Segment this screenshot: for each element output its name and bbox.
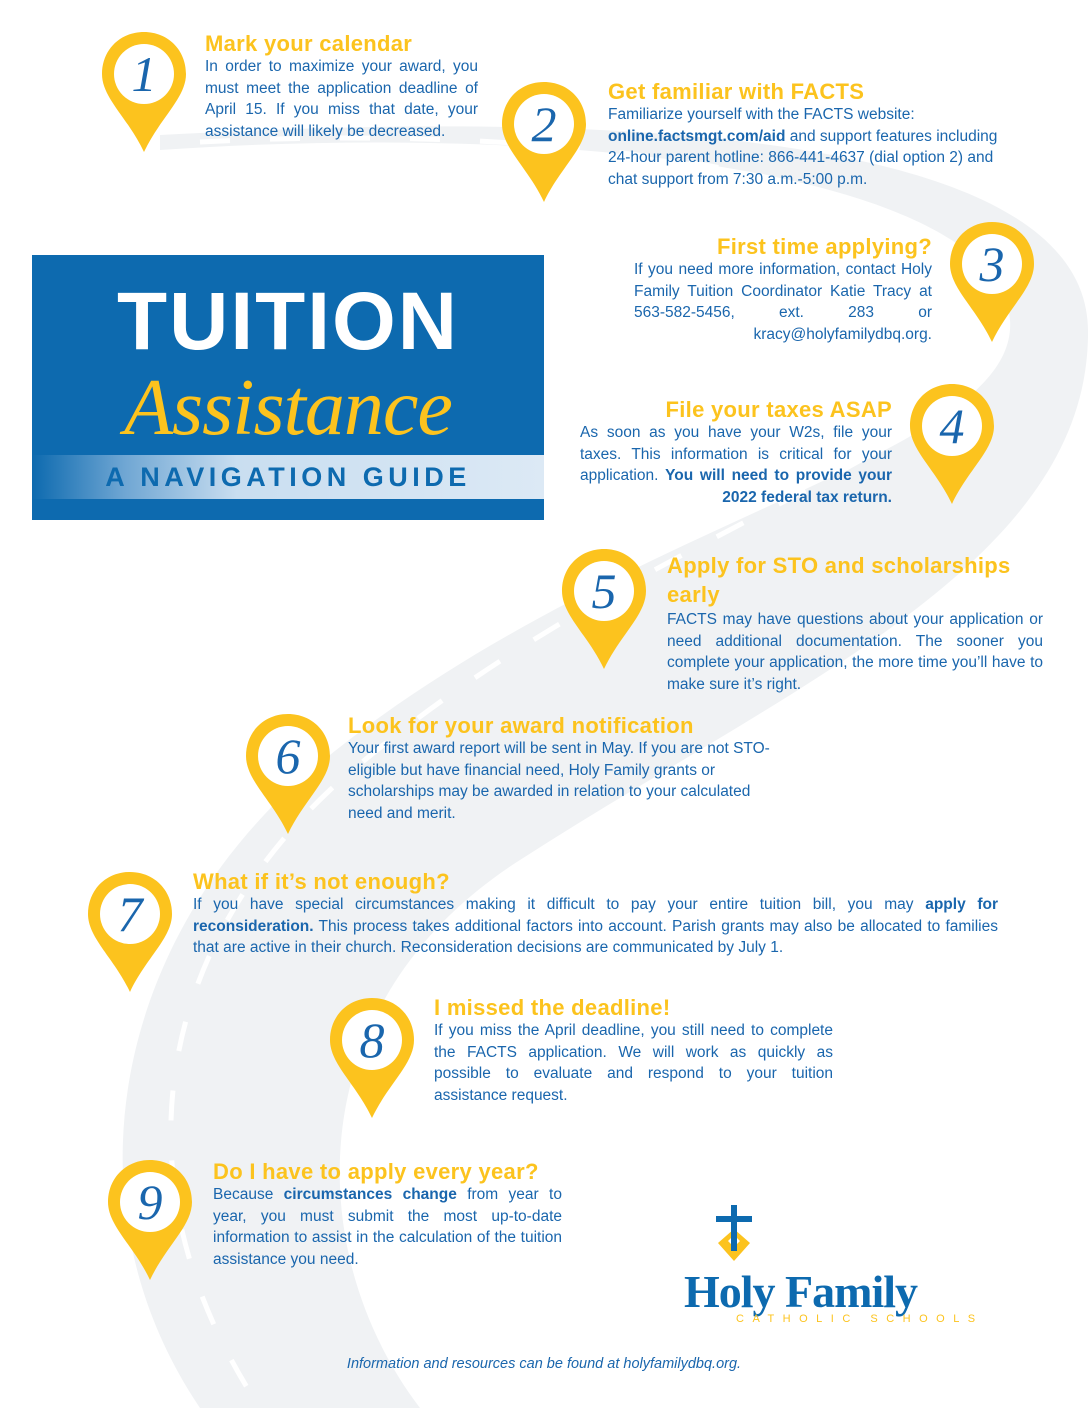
step-body — [213, 1184, 562, 1270]
step-number: 4 — [939, 398, 965, 454]
step-number: 2 — [531, 96, 557, 152]
step-number: 9 — [137, 1174, 163, 1230]
step-1 — [205, 32, 478, 142]
map-pin-icon — [242, 710, 334, 838]
step-number: 1 — [131, 46, 157, 102]
step-body-text: Because — [213, 1186, 284, 1203]
step-number: 6 — [275, 728, 301, 784]
map-pin-icon — [104, 1156, 196, 1284]
step-6 — [348, 714, 773, 824]
step-body — [580, 422, 892, 508]
step-title: Apply for STO and scholarships early — [667, 553, 1011, 607]
step-body: If you need more information, contact Holy Family Tuition Coordinator Katie Tracy at 563-582-5456, ext. 283 or kracy@holyfamilydbq.org. — [634, 261, 932, 343]
hero-subtitle: A NAVIGATION GUIDE — [105, 462, 471, 492]
step-body-text: Familiarize yourself with the FACTS website: — [608, 106, 915, 123]
step-number: 3 — [979, 236, 1005, 292]
hero-banner — [32, 255, 544, 520]
step-3 — [634, 235, 932, 345]
step-body-text: If you have special circumstances making it difficult to pay your entire tuition bill, you may — [193, 896, 926, 913]
cross-heart-icon — [708, 1205, 760, 1269]
step-body: If you miss the April deadline, you still need to complete the FACTS application. We will work as quickly as possible to evaluate and respond to your tuition assistance request. — [434, 1022, 833, 1104]
step-2 — [608, 80, 1008, 190]
step-body-emphasis: apply for reconsideration. — [193, 896, 998, 935]
map-pin-icon — [946, 218, 1038, 346]
step-title: Mark your calendar — [205, 31, 413, 56]
step-4 — [580, 398, 892, 508]
holy-family-logo — [684, 1205, 1034, 1330]
logo-subtitle: CATHOLIC SCHOOLS — [736, 1313, 984, 1325]
step-number: 8 — [359, 1012, 385, 1068]
step-body: FACTS may have questions about your application or need additional documentation. The sooner you complete your application, the more time you’ll have to make sure it’s right. — [667, 611, 1043, 693]
map-pin-icon — [906, 380, 998, 508]
hero-title-tuition: TUITION — [117, 276, 459, 367]
step-body: In order to maximize your award, you must meet the application deadline of April 15. If you miss that date, your assistance will likely be decreased. — [205, 58, 478, 140]
map-pin-icon — [498, 78, 590, 206]
step-body: Your first award report will be sent in May. If you are not STO-eligible but have financial need, Holy Family grants or scholarships may be awarded in relation to your calculated need and merit. — [348, 740, 770, 822]
step-body-emphasis: You will need to provide your 2022 federal tax return. — [665, 467, 892, 506]
step-body-text: and support features including 24-hour parent hotline: 866-441-4637 (dial option 2) and chat support from 7:30 a.m.-5:00 p.m. — [608, 127, 998, 188]
facts-link[interactable]: online.factsmgt.com/aid — [608, 127, 786, 145]
step-5 — [667, 551, 1043, 695]
hero-title-assistance: Assistance — [124, 364, 452, 452]
step-8 — [434, 996, 833, 1106]
map-pin-icon — [326, 994, 418, 1122]
step-body-emphasis: circumstances change — [283, 1186, 457, 1203]
step-7 — [193, 870, 998, 959]
step-body-text: This process takes additional factors into account. Parish grants may also be allocated to families that are active in their church. Reconsideration decisions are communicated by July 1. — [193, 917, 998, 956]
step-title: File your taxes ASAP — [665, 397, 892, 422]
footer-note: Information and resources can be found at holyfamilydbq.org. — [346, 1356, 742, 1372]
step-title: First time applying? — [716, 234, 932, 259]
step-title: What if it’s not enough? — [193, 869, 450, 894]
step-number: 7 — [117, 886, 143, 942]
step-body-text: As soon as you have your W2s, file your taxes. This information is critical for your application. — [580, 424, 892, 484]
step-title: Look for your award notification — [348, 713, 694, 738]
logo-name: Holy Family — [684, 1266, 918, 1317]
step-title: Do I have to apply every year? — [213, 1159, 539, 1184]
step-number: 5 — [591, 563, 617, 619]
step-body — [608, 104, 1008, 190]
step-body-text: from year to year, you must submit the most up-to-date information to assist in the calculation of the tuition assistance you need. — [213, 1186, 562, 1268]
map-pin-icon — [98, 28, 190, 156]
step-9 — [213, 1160, 562, 1270]
map-pin-icon — [558, 545, 650, 673]
step-title: Get familiar with FACTS — [608, 79, 865, 104]
map-pin-icon — [84, 868, 176, 996]
step-body — [193, 894, 998, 959]
step-title: I missed the deadline! — [434, 995, 671, 1020]
